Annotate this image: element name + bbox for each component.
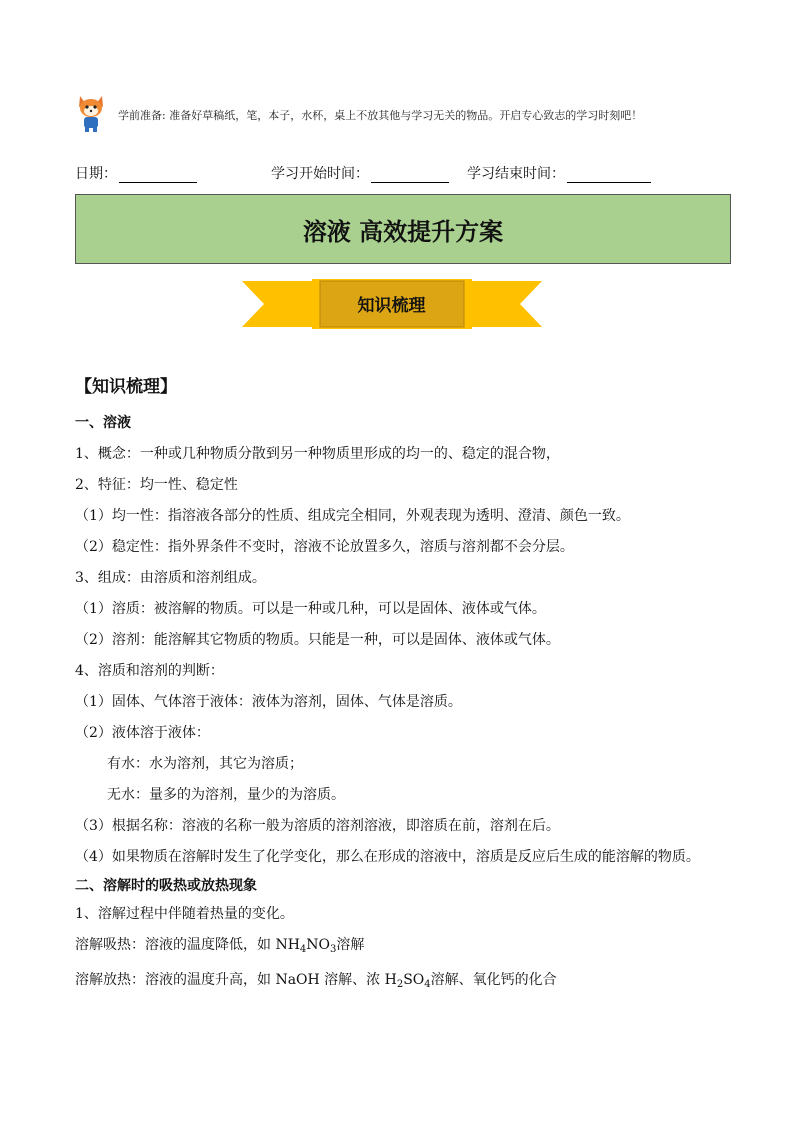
release-suffix: 溶解、氧化钙的化合 [430, 972, 557, 988]
concept-line: 1、概念：一种或几种物质分散到另一种物质里形成的均一的、稳定的混合物， [75, 446, 560, 462]
release-text: 溶解放热：溶液的温度升高，如 NaOH 溶解、浓 H [75, 972, 397, 988]
judgment-rule-4: （4）如果物质在溶解时发生了化学变化，那么在形成的溶液中，溶质是反应后生成的能溶解的物质。 [75, 849, 700, 865]
end-time-field[interactable] [467, 163, 651, 183]
features-line: 2、特征：均一性、稳定性 [75, 477, 238, 493]
end-time-label: 学习结束时间： [467, 166, 565, 182]
subscript: 4 [299, 944, 307, 955]
absorb-formula: NO [306, 937, 331, 953]
subscript: 2 [396, 979, 404, 990]
with-water-line: 有水：水为溶剂，其它为溶质； [107, 756, 303, 772]
judgment-rule-2: （2）液体溶于液体： [75, 725, 210, 741]
judgment-rule-1: （1）固体、气体溶于液体：液体为溶剂，固体、气体是溶质。 [75, 694, 462, 710]
judgment-rule-3: （3）根据名称：溶液的名称一般为溶质的溶剂溶液，即溶质在前，溶剂在后。 [75, 818, 560, 834]
composition-line: 3、组成：由溶质和溶剂组成。 [75, 570, 266, 586]
release-formula: SO [403, 972, 425, 988]
start-time-label: 学习开始时间： [271, 166, 369, 182]
section-1-title: 一、溶液 [75, 415, 131, 431]
title-box [75, 194, 731, 264]
without-water-line: 无水：量多的为溶剂，量少的为溶质。 [107, 787, 345, 803]
start-time-blank[interactable] [371, 168, 449, 183]
end-time-blank[interactable] [567, 168, 651, 183]
subscript: 3 [330, 944, 337, 955]
date-blank[interactable] [119, 168, 197, 183]
absorb-text: 溶解吸热：溶液的温度降低，如 NH [75, 937, 300, 953]
solute-line: （1）溶质：被溶解的物质。可以是一种或几种，可以是固体、液体或气体。 [75, 601, 546, 617]
subscript: 4 [424, 979, 431, 990]
section-2-title: 二、溶解时的吸热或放热现象 [75, 878, 257, 894]
start-time-field[interactable] [271, 163, 449, 183]
absorb-suffix: 溶解 [336, 937, 365, 953]
date-field[interactable] [75, 163, 197, 183]
heat-change-line: 1、溶解过程中伴随着热量的变化。 [75, 906, 294, 922]
fox-mascot-icon [76, 94, 106, 134]
banner-label: 知识梳理 [357, 295, 426, 316]
page-title: 溶液 高效提升方案 [302, 217, 504, 246]
uniformity-line: （1）均一性：指溶液各部分的性质、组成完全相同，外观表现为透明、澄清、颜色一致。 [75, 508, 630, 524]
stability-line: （2）稳定性：指外界条件不变时，溶液不论放置多久，溶质与溶剂都不会分层。 [75, 539, 574, 555]
knowledge-content [75, 372, 735, 1000]
preparation-note: 学前准备: 准备好草稿纸，笔，本子，水杯，桌上不放其他与学习无关的物品。开启专心致志的学习时刻吧！ [118, 109, 643, 122]
absorb-heat-line [75, 930, 735, 965]
judgment-line: 4、溶质和溶剂的判断： [75, 663, 224, 679]
date-label: 日期： [75, 166, 117, 182]
solvent-line: （2）溶剂：能溶解其它物质的物质。只能是一种，可以是固体、液体或气体。 [75, 632, 560, 648]
section-heading: 【知识梳理】 [75, 377, 177, 397]
release-heat-line [75, 965, 735, 1000]
